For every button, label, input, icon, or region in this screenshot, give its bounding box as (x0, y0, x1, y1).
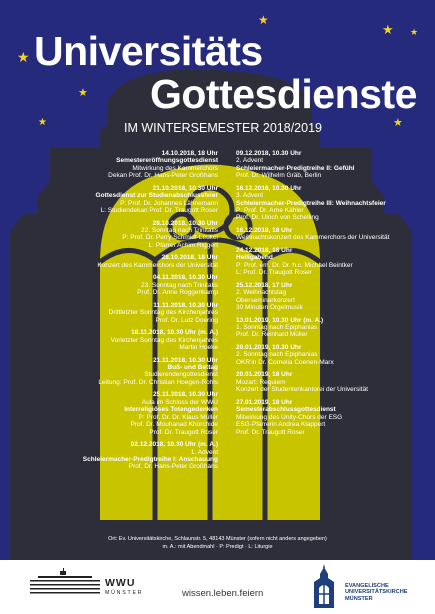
entry-date: 27.01.2019, 18 Uhr (236, 398, 293, 406)
entry-line: Weihnachtskonzert des Kammerchors der Universität (236, 234, 390, 242)
entry-line: 3. Advent (236, 192, 264, 200)
entry-line: 30 Minuten Orgelmusik (236, 304, 303, 312)
entry-line: Schleiermacher-Predigtreihe II: Gefühl (236, 164, 355, 172)
schedule-entry (58, 329, 218, 351)
entry-line: Interreligiöses Totengedenken (124, 406, 218, 414)
entry-date: 25.12.2018, 17 Uhr (236, 281, 293, 289)
entry-line: Studierendengottesdienst (144, 371, 218, 379)
schedule-entry (236, 185, 406, 222)
entry-line: 2. Sonntag nach Epiphanias (236, 351, 318, 359)
entry-date: 14.10.2018, 18 Uhr (161, 150, 218, 157)
entry-line: Prof. Dr. Traugott Roser (149, 428, 218, 436)
schedule-entry (58, 302, 218, 324)
entry-line: P: Prof. Dr. Arne Kähler (236, 207, 304, 215)
entry-line: Prof. Dr. Hans-Peter Großhans (128, 463, 218, 471)
entry-line: Prof. Dr. Traugott Roser (236, 428, 305, 436)
schedule-entry (58, 150, 218, 180)
entry-line: ESG-Pfarrerin Andrea Klappert (236, 421, 326, 429)
wwu-wordmark: WWU (105, 577, 136, 589)
star-icon: ★ (410, 27, 419, 37)
church-name-line3: MÜNSTER (345, 595, 373, 602)
entry-line: Martin Hoeke (179, 344, 218, 352)
schedule-entry (236, 317, 406, 339)
entry-date: 16.12.2018, 10.30 Uhr (236, 184, 302, 192)
entry-line: Prof. Dr. Wilhelm Gräb, Berlin (236, 172, 322, 180)
entry-line: Prof. Dr. Reinhard Müller (236, 331, 308, 339)
church-name (345, 583, 407, 602)
entry-line: P: Prof. Dr. Dr. Klaus Müller (138, 413, 218, 421)
star-icon: ★ (38, 117, 47, 128)
entry-date: 28.10.2018, 18 Uhr (161, 254, 218, 262)
entry-line: Aula im Schloss der WWU (141, 398, 218, 406)
schedule-entry (58, 185, 218, 215)
schedule-entry (236, 150, 406, 180)
entry-line: Heiligabend (236, 254, 273, 262)
entry-line: P: Prof. em. Dr. Dr. h.c. Michael Beintker (236, 261, 353, 269)
entry-line: 1. Sonntag nach Epiphanias (236, 324, 318, 332)
semester-subtitle: IM WINTERSEMESTER 2018/2019 (124, 121, 322, 135)
entry-line: Semestereröffnungsgottesdienst (116, 157, 218, 165)
schedule-entry (58, 220, 218, 250)
entry-line: Konzert des Kammerchors der Universität (97, 261, 218, 269)
entry-line: Vorletzter Sonntag des Kirchenjahres (110, 336, 218, 344)
entry-line: P: Prof. Dr. Johannes Lähnemann (120, 199, 218, 207)
entry-line: Prof. Dr. Mouhanad Khorchide (130, 421, 218, 429)
entry-line: Konzert der Studentenkantorei der Universität (236, 386, 368, 394)
entry-date: 09.12.2018, 10.30 Uhr (236, 150, 302, 157)
schedule-entry (236, 371, 406, 393)
church-name-line2: UNIVERSITÄTSKIRCHE (345, 589, 408, 596)
church-name-line1: EVANGELISCHE (345, 583, 389, 589)
entry-line: Mitwirkung des Unity-Chors der ESG (236, 413, 343, 421)
entry-date: 28.10.2018, 10.30 Uhr (152, 219, 218, 227)
entry-line: 1. Advent (190, 448, 218, 456)
entry-date: 21.10.2018, 10.30 Uhr (152, 184, 218, 192)
wwu-city: MÜNSTER (105, 590, 144, 596)
entry-line: Prof. Dr. Lutz Doering (155, 316, 218, 324)
tagline: wissen.leben.feiern (182, 588, 264, 599)
entry-line: Buß- und Bettag (167, 364, 218, 372)
entry-date: 24.12.2018, 18 Uhr (236, 247, 293, 255)
schedule-entry (236, 227, 406, 242)
entry-line: L: Pfarrer Achim Riggert (148, 241, 218, 249)
entry-date: 20.01.2019, 18 Uhr (236, 371, 293, 379)
schedule-entry (58, 274, 218, 296)
entry-line: Semesterabschlussgottesdienst (236, 406, 336, 414)
entry-line: L: Prof. Dr. Traugott Roser (236, 269, 312, 277)
entry-date: 02.12.2018, 10.30 Uhr (m. A.) (130, 441, 218, 449)
star-icon: ★ (258, 13, 269, 27)
schedule-entry (58, 441, 218, 471)
footer-address: Ort: Ev. Universitätskirche, Schlaunstr. 5, 48143 Münster (sofern nicht anders angegeben) (108, 536, 327, 542)
entry-line: 22. Sonntag nach Trinitatis (141, 227, 218, 235)
title-gottesdienste: Gottesdienste (150, 71, 417, 117)
church-logo-icon (308, 564, 340, 608)
schedule-entry (236, 399, 406, 436)
schedule-entry (236, 247, 406, 277)
star-icon: ★ (382, 22, 394, 37)
entry-line: Drittletzter Sonntag des Kirchenjahres (108, 309, 218, 317)
entry-date: 25.11.2018, 10.30 Uhr (152, 391, 218, 399)
entry-line: Oberseminarkonzert (236, 296, 295, 304)
entry-line: 2. Weihnachtstag (236, 289, 287, 297)
entry-date: 18.11.2018, 10.30 Uhr (m. A.) (131, 329, 218, 337)
entry-date: 20.01.2019, 10.30 Uhr (236, 344, 302, 352)
entry-line: Dekan Prof. Dr. Hans-Peter Großhans (108, 172, 218, 180)
entry-date: 04.11.2018, 10.30 Uhr (152, 274, 218, 282)
entry-date: 21.11.2018, 10.30 Uhr (152, 356, 218, 364)
entry-line: Schleiermacher-Predigtreihe I: Anschauung (82, 455, 218, 463)
entry-line: Prof. Dr. Anne Roggenkamp (137, 289, 218, 297)
entry-line: Leitung: Prof. Dr. Christian Hoegen-Rohls (98, 378, 218, 386)
entry-line: Prof. Dr. Ulrich von Schelling (236, 214, 319, 222)
footer-legend: m. A.: mit Abendmahl · P: Predigt · L: Liturgie (162, 544, 273, 550)
entry-line: Mitwirkung des Kammerchors (132, 164, 218, 172)
entry-line: OKR'in Dr. Cornelia Coenen-Marx (236, 358, 334, 366)
schedule-entry (58, 357, 218, 387)
star-icon: ★ (78, 87, 88, 99)
wwu-logo-icon (30, 568, 100, 598)
schedule-left-column (58, 150, 218, 476)
schedule-right-column (236, 150, 406, 441)
title-universitaets: Universitäts (34, 28, 263, 74)
entry-line: 2. Advent (236, 157, 264, 165)
entry-line: 23. Sonntag nach Trinitatis (141, 281, 218, 289)
entry-line: P: Prof. Dr. Perry Schmidt-Leukel (122, 234, 218, 242)
entry-line: Schleiermacher-Predigtreihe III: Weihnachtsfeier (236, 199, 386, 207)
entry-date: 11.11.2018, 10.30 Uhr (153, 301, 218, 309)
entry-line: Gottesdienst zur Studienabschlussfeier (95, 192, 218, 200)
schedule-entry (236, 282, 406, 312)
entry-date: 13.01.2019, 10.30 Uhr (m. A.) (236, 316, 324, 324)
star-icon: ★ (17, 49, 30, 65)
schedule-entry (58, 391, 218, 435)
schedule-entry (58, 254, 218, 269)
entry-line: Mozart: Requiem (236, 378, 286, 386)
entry-date: 16.12.2018, 18 Uhr (236, 227, 293, 235)
schedule-entry (236, 344, 406, 366)
entry-line: L: Studiendekan Prof. Dr. Traugott Roser (100, 207, 218, 215)
star-icon: ★ (393, 117, 403, 129)
